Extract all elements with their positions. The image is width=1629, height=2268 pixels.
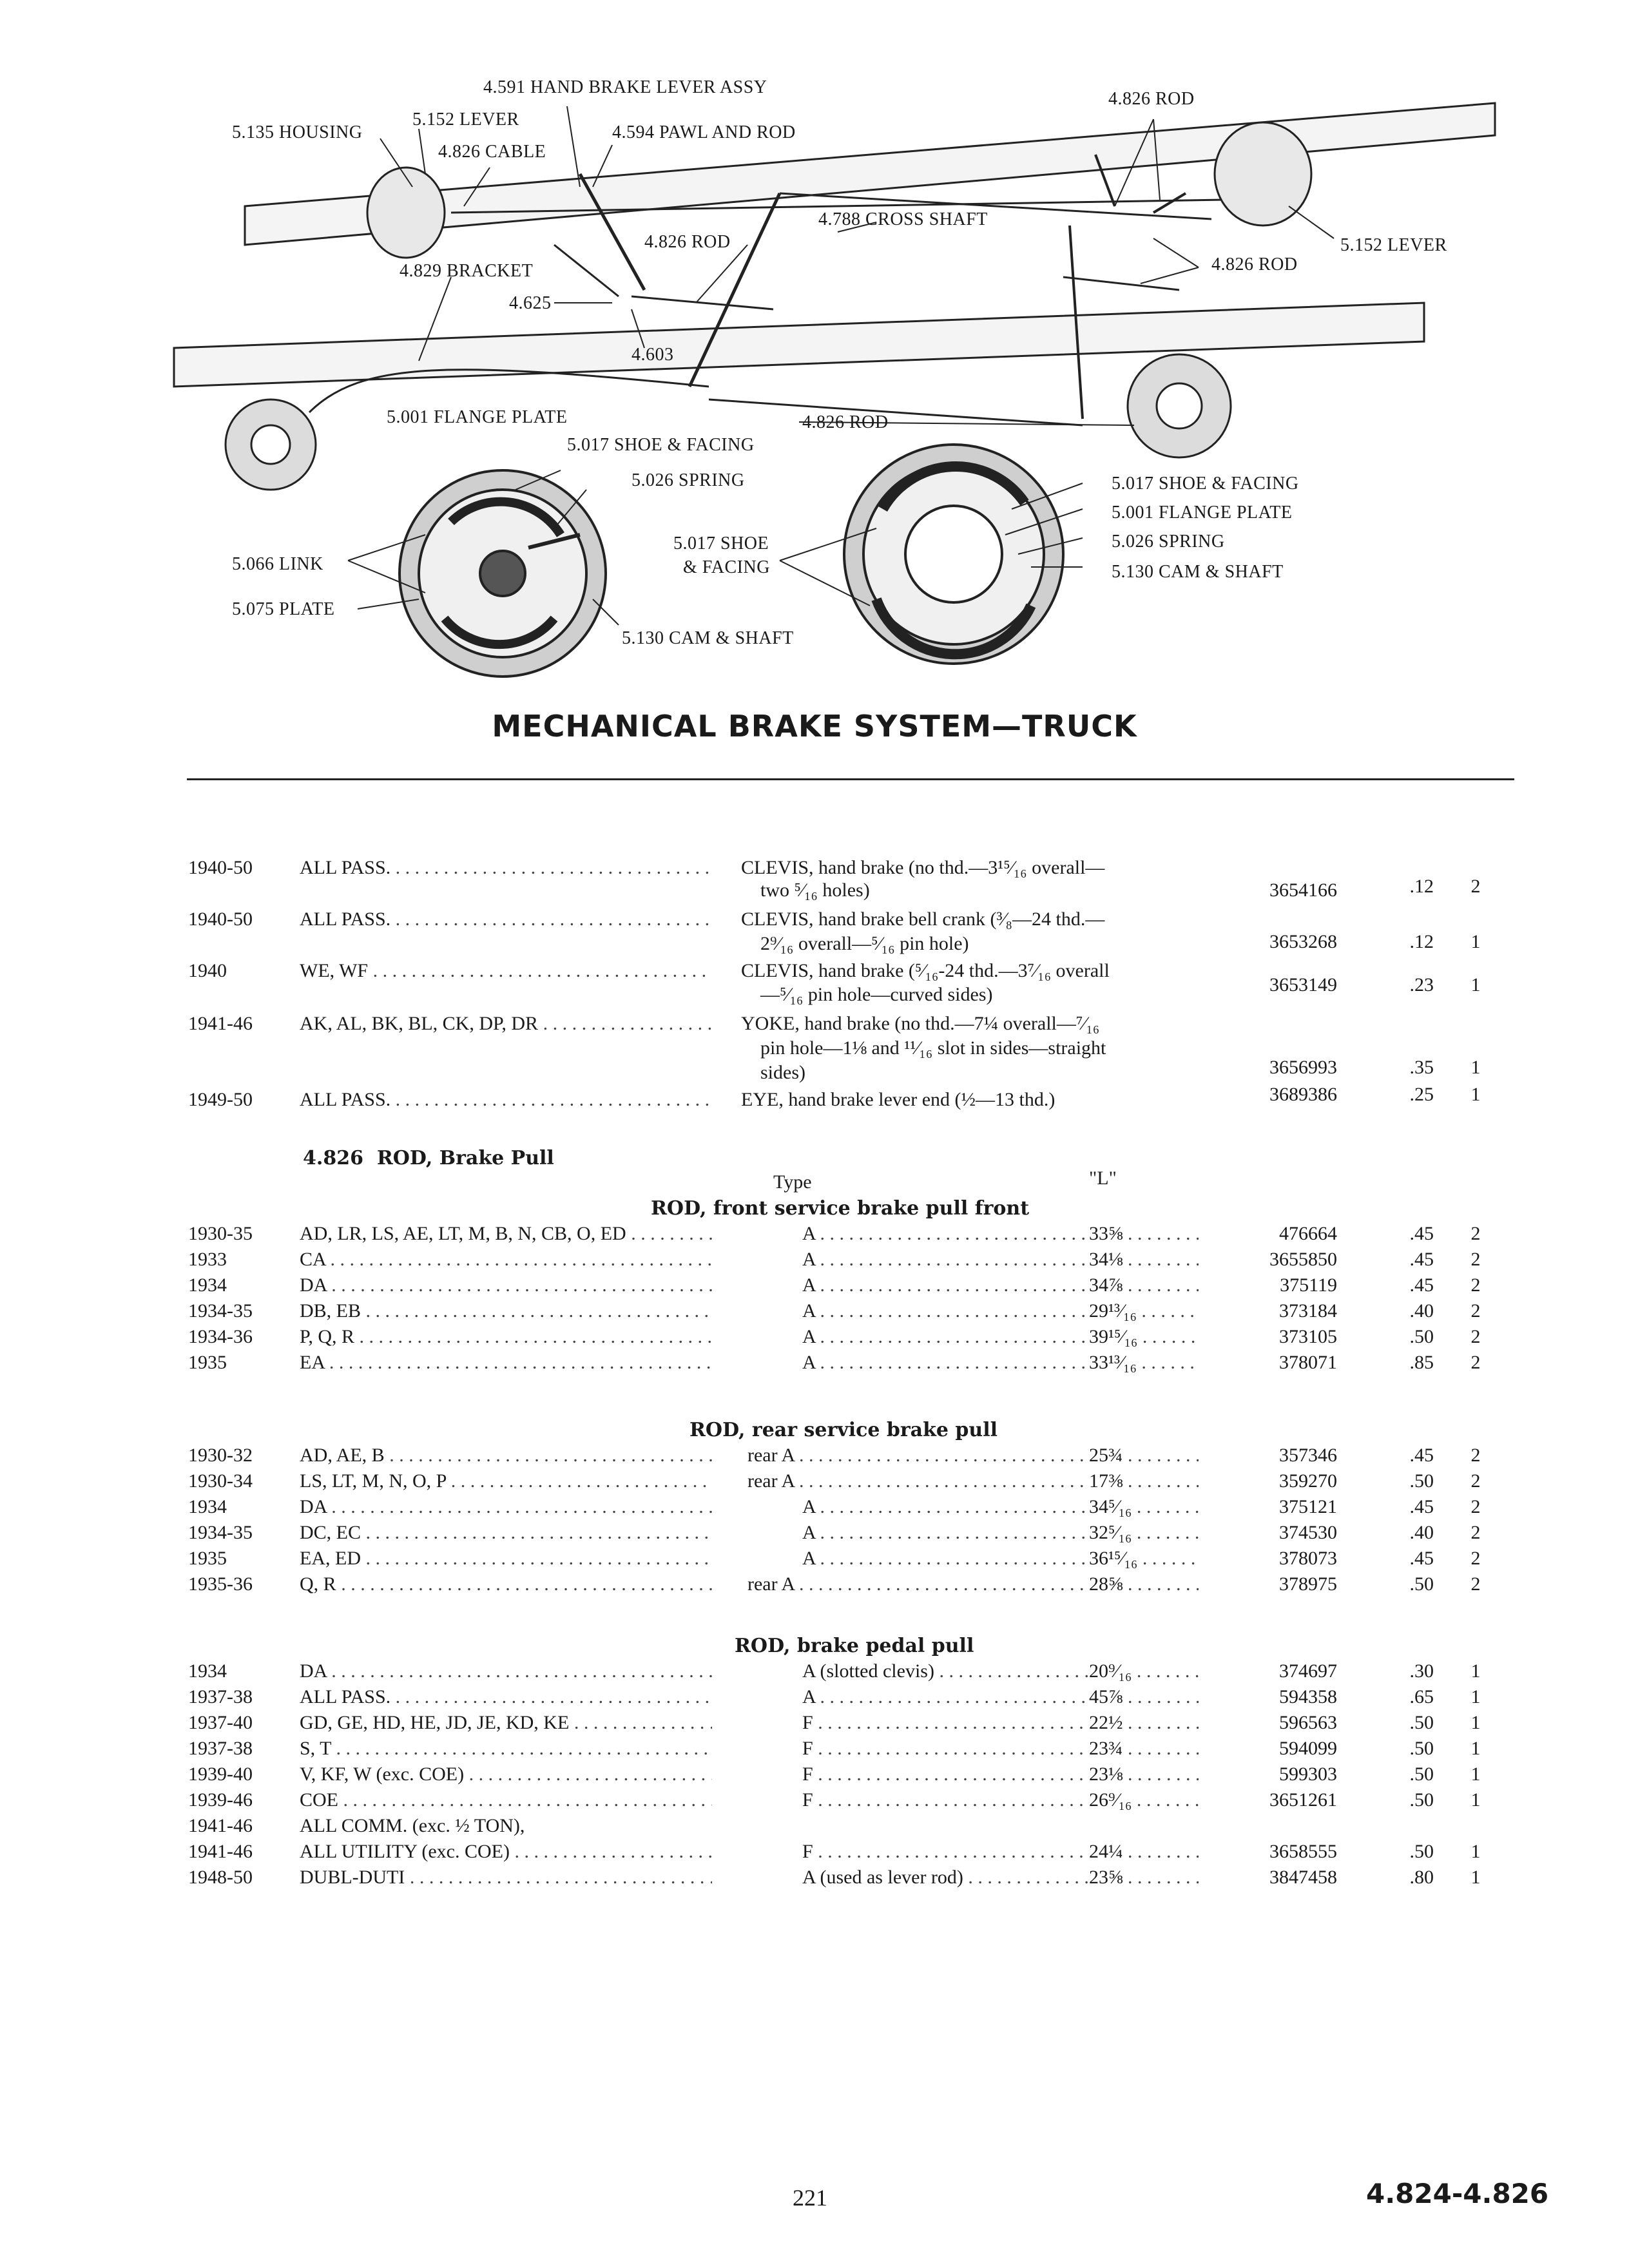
quantity-cell: 2 (1470, 1445, 1481, 1466)
callout-shoe-center: 5.017 SHOE (673, 533, 769, 553)
price-cell: .45 (1409, 1445, 1434, 1466)
length-cell: 26⁹⁄₁₆ . . . (1089, 1789, 1199, 1811)
callout-rod-bottom: 4.826 ROD (802, 412, 889, 432)
length-cell: 20⁹⁄₁₆ . . . (1089, 1660, 1199, 1682)
part-number-cell: 378073 (1279, 1548, 1337, 1569)
model-cell: ALL UTILITY (exc. COE) . . . (300, 1841, 712, 1863)
quantity-cell: 2 (1470, 1300, 1481, 1321)
callout-4625: 4.625 (509, 293, 552, 313)
row-desc-continuation: sides) (760, 1062, 805, 1083)
type-column-label: Type (773, 1171, 812, 1193)
type-cell: rear A . . . (747, 1470, 1089, 1492)
model-cell: AD, AE, B . . . (300, 1445, 712, 1466)
length-cell: 28⅝ . . . (1089, 1573, 1199, 1595)
page-title: MECHANICAL BRAKE SYSTEM—TRUCK (492, 709, 1137, 744)
group-title-rear: ROD, rear service brake pull (689, 1419, 998, 1441)
quantity-cell: 2 (1470, 1274, 1481, 1296)
model-cell: CA . . . (300, 1249, 712, 1271)
quantity-cell: 1 (1470, 1763, 1481, 1785)
model-cell: EA . . . (300, 1352, 712, 1374)
length-cell: 34⅛ . . . (1089, 1249, 1199, 1271)
price-cell: .30 (1409, 1660, 1434, 1682)
section-number: 4.826 (303, 1147, 363, 1169)
length-cell: 24¼ . . . (1089, 1841, 1199, 1863)
callout-pawl-and-rod: 4.594 PAWL AND ROD (612, 122, 796, 142)
quantity-cell: 2 (1470, 1223, 1481, 1244)
type-cell: A . . . (802, 1522, 1089, 1544)
quantity-cell: 2 (1470, 1470, 1481, 1492)
year-cell: 1930-34 (188, 1470, 253, 1492)
length-cell: 34⁵⁄₁₆ . . . (1089, 1496, 1199, 1518)
length-cell: 33⅝ . . . (1089, 1223, 1199, 1245)
section-heading (303, 1147, 554, 1169)
length-cell: 17⅜ . . . (1089, 1470, 1199, 1492)
model-cell: Q, R . . . (300, 1573, 712, 1595)
type-cell: A (used as lever rod) . . . (802, 1867, 1089, 1888)
type-cell: rear A . . . (747, 1573, 1089, 1595)
part-number-cell: 476664 (1279, 1223, 1337, 1244)
year-cell: 1934-36 (188, 1326, 253, 1347)
group-title-front: ROD, front service brake pull front (651, 1197, 1030, 1220)
part-number-cell: 3655850 (1269, 1249, 1337, 1270)
callout-cable: 4.826 CABLE (438, 142, 546, 162)
length-cell: 32⁵⁄₁₆ . . . (1089, 1522, 1199, 1544)
quantity-cell: 1 (1470, 1867, 1481, 1888)
part-number-cell: 357346 (1279, 1445, 1337, 1466)
callout-bracket: 4.829 BRACKET (400, 261, 534, 281)
row-desc-continuation: 2⁹⁄₁₆ overall—⁵⁄₁₆ pin hole) (760, 933, 969, 954)
length-cell: 22½ . . . (1089, 1712, 1199, 1734)
price-cell: .50 (1409, 1573, 1434, 1595)
year-cell: 1939-40 (188, 1763, 253, 1785)
page-number: 221 (793, 2185, 827, 2211)
model-cell: DA . . . (300, 1274, 712, 1296)
quantity-cell: 1 (1470, 1686, 1481, 1707)
type-cell: F . . . (802, 1789, 1089, 1811)
part-number-cell: 359270 (1279, 1470, 1337, 1492)
row-desc-continuation: two ⁵⁄₁₆ holes) (760, 879, 870, 901)
year-cell: 1948-50 (188, 1867, 253, 1888)
callout-shoe-facing-top: 5.017 SHOE & FACING (567, 435, 755, 455)
callout-plate: 5.075 PLATE (232, 599, 335, 619)
type-cell: A . . . (802, 1249, 1089, 1271)
length-cell: 34⅞ . . . (1089, 1274, 1199, 1296)
year-cell: 1933 (188, 1249, 227, 1270)
price-cell: .40 (1409, 1300, 1434, 1321)
year-cell: 1930-35 (188, 1223, 253, 1244)
callout-facing-center: & FACING (683, 557, 770, 577)
year-cell: 1930-32 (188, 1445, 253, 1466)
model-cell: P, Q, R . . . (300, 1326, 712, 1348)
price-cell: .50 (1409, 1789, 1434, 1811)
year-cell: 1937-40 (188, 1712, 253, 1733)
part-number-cell: 3847458 (1269, 1867, 1337, 1888)
type-cell: A . . . (802, 1548, 1089, 1570)
price-cell: .50 (1409, 1326, 1434, 1347)
quantity-cell: 2 (1470, 1548, 1481, 1569)
part-number-cell: 594099 (1279, 1738, 1337, 1759)
part-number-cell: 375121 (1279, 1496, 1337, 1517)
year-cell: 1937-38 (188, 1686, 253, 1707)
part-number-cell: 594358 (1279, 1686, 1337, 1707)
price-cell: .65 (1409, 1686, 1434, 1707)
model-cell: ALL COMM. (exc. ½ TON), (300, 1815, 525, 1836)
brake-assembly-left (400, 470, 606, 677)
callout-spring-right: 5.026 SPRING (1112, 532, 1225, 552)
type-cell: A . . . (802, 1274, 1089, 1296)
model-cell: LS, LT, M, N, O, P . . . (300, 1470, 712, 1492)
part-number-cell: 373105 (1279, 1326, 1337, 1347)
model-cell: DA . . . (300, 1660, 712, 1682)
model-cell: DUBL-DUTI . . . (300, 1867, 712, 1888)
model-cell: DC, EC . . . (300, 1522, 712, 1544)
callout-rod-center: 4.826 ROD (644, 232, 731, 252)
callout-4603: 4.603 (631, 345, 674, 365)
callout-shoe-facing-right: 5.017 SHOE & FACING (1112, 474, 1299, 494)
model-cell: GD, GE, HD, HE, JD, JE, KD, KE . . . (300, 1712, 712, 1734)
price-cell: .50 (1409, 1470, 1434, 1492)
type-cell: A . . . (802, 1300, 1089, 1322)
page-section-ref: 4.824-4.826 (1366, 2178, 1549, 2209)
year-cell: 1941-46 (188, 1841, 253, 1862)
price-cell: .40 (1409, 1522, 1434, 1543)
quantity-cell: 1 (1470, 1841, 1481, 1862)
price-cell: .45 (1409, 1274, 1434, 1296)
part-number-cell: 3658555 (1269, 1841, 1337, 1862)
callout-cam-shaft-left: 5.130 CAM & SHAFT (622, 628, 794, 648)
part-number-cell: 599303 (1279, 1763, 1337, 1785)
length-cell: 45⅞ . . . (1089, 1686, 1199, 1708)
length-cell: 33¹³⁄₁₆ . . . (1089, 1352, 1199, 1374)
year-cell: 1934-35 (188, 1522, 253, 1543)
price-cell: .50 (1409, 1712, 1434, 1733)
length-cell: 39¹⁵⁄₁₆ . . . (1089, 1326, 1199, 1348)
callout-cam-shaft-right: 5.130 CAM & SHAFT (1112, 562, 1284, 582)
length-cell: 23⅛ . . . (1089, 1763, 1199, 1785)
type-cell: A . . . (802, 1352, 1089, 1374)
year-cell: 1934 (188, 1496, 227, 1517)
group-title-pedal: ROD, brake pedal pull (735, 1635, 974, 1657)
type-cell: A . . . (802, 1223, 1089, 1245)
length-cell: 36¹⁵⁄₁₆ . . . (1089, 1548, 1199, 1570)
price-cell: .45 (1409, 1496, 1434, 1517)
model-cell: V, KF, W (exc. COE) . . . (300, 1763, 712, 1785)
model-cell: EA, ED . . . (300, 1548, 712, 1570)
part-number-cell: 374697 (1279, 1660, 1337, 1682)
quantity-cell: 1 (1470, 1660, 1481, 1682)
quantity-cell: 1 (1470, 1789, 1481, 1811)
year-cell: 1939-46 (188, 1789, 253, 1811)
model-cell: DA . . . (300, 1496, 712, 1518)
brake-system-diagram (0, 0, 1629, 683)
quantity-cell: 2 (1470, 1352, 1481, 1373)
brake-assembly-right (844, 445, 1063, 664)
year-cell: 1935 (188, 1352, 227, 1373)
model-cell: AD, LR, LS, AE, LT, M, B, N, CB, O, ED . . . (300, 1223, 712, 1245)
type-cell: A (slotted clevis) . . . (802, 1660, 1089, 1682)
model-cell: ALL PASS. . . . (300, 1686, 712, 1708)
callout-housing: 5.135 HOUSING (232, 122, 363, 142)
quantity-cell: 2 (1470, 1522, 1481, 1543)
year-cell: 1935 (188, 1548, 227, 1569)
part-number-cell: 378975 (1279, 1573, 1337, 1595)
year-cell: 1937-38 (188, 1738, 253, 1759)
price-cell: .80 (1409, 1867, 1434, 1888)
part-number-cell: 596563 (1279, 1712, 1337, 1733)
type-cell: F . . . (802, 1712, 1089, 1734)
length-cell: 25¾ . . . (1089, 1445, 1199, 1466)
price-cell: .45 (1409, 1548, 1434, 1569)
callout-rod-right: 4.826 ROD (1211, 255, 1298, 274)
callout-lever-left: 5.152 LEVER (412, 110, 519, 130)
callout-flange-plate-left: 5.001 FLANGE PLATE (387, 407, 568, 427)
row-desc-continuation: pin hole—1⅛ and ¹¹⁄₁₆ slot in sides—straight (760, 1037, 1106, 1059)
type-cell: A . . . (802, 1496, 1089, 1518)
price-cell: .50 (1409, 1763, 1434, 1785)
part-number-cell: 375119 (1280, 1274, 1337, 1296)
price-cell: .45 (1409, 1249, 1434, 1270)
model-cell: COE . . . (300, 1789, 712, 1811)
row-desc-continuation: —⁵⁄₁₆ pin hole—curved sides) (760, 984, 993, 1005)
title-divider (187, 778, 1514, 780)
length-cell: 23⅝ . . . (1089, 1867, 1199, 1888)
callout-flange-plate-right: 5.001 FLANGE PLATE (1112, 503, 1293, 523)
type-cell: rear A . . . (747, 1445, 1089, 1466)
callout-spring-left: 5.026 SPRING (631, 470, 745, 490)
part-number-cell: 378071 (1279, 1352, 1337, 1373)
quantity-cell: 2 (1470, 1326, 1481, 1347)
quantity-cell: 1 (1470, 1712, 1481, 1733)
model-cell: S, T . . . (300, 1738, 712, 1760)
housing-rear-left (367, 168, 445, 258)
year-cell: 1941-46 (188, 1815, 253, 1836)
price-cell: .85 (1409, 1352, 1434, 1373)
length-cell: 23¾ . . . (1089, 1738, 1199, 1760)
year-cell: 1934 (188, 1274, 227, 1296)
quantity-cell: 2 (1470, 1573, 1481, 1595)
quantity-cell: 2 (1470, 1496, 1481, 1517)
length-cell: 29¹³⁄₁₆ . . . (1089, 1300, 1199, 1322)
callout-lever-right: 5.152 LEVER (1340, 235, 1447, 255)
price-cell: .45 (1409, 1223, 1434, 1244)
callout-cross-shaft: 4.788 CROSS SHAFT (818, 209, 988, 229)
part-number-cell: 373184 (1279, 1300, 1337, 1321)
callout-rod-top-right: 4.826 ROD (1108, 89, 1195, 109)
part-number-cell: 3651261 (1269, 1789, 1337, 1811)
type-cell: F . . . (802, 1763, 1089, 1785)
brake-diagram-illustration (0, 0, 1629, 683)
section-title: ROD, Brake Pull (376, 1147, 554, 1169)
price-cell: .50 (1409, 1738, 1434, 1759)
length-column-label: "L" (1089, 1168, 1117, 1189)
type-cell: A . . . (802, 1326, 1089, 1348)
type-cell: A . . . (802, 1686, 1089, 1708)
callout-link: 5.066 LINK (232, 554, 323, 574)
year-cell: 1934-35 (188, 1300, 253, 1321)
part-number-cell: 374530 (1279, 1522, 1337, 1543)
callout-hand-brake-lever-assy: 4.591 HAND BRAKE LEVER ASSY (483, 77, 767, 97)
type-cell: F . . . (802, 1738, 1089, 1760)
price-cell: .50 (1409, 1841, 1434, 1862)
year-cell: 1934 (188, 1660, 227, 1682)
model-cell: DB, EB . . . (300, 1300, 712, 1322)
quantity-cell: 2 (1470, 1249, 1481, 1270)
quantity-cell: 1 (1470, 1738, 1481, 1759)
year-cell: 1935-36 (188, 1573, 253, 1595)
type-cell: F . . . (802, 1841, 1089, 1863)
